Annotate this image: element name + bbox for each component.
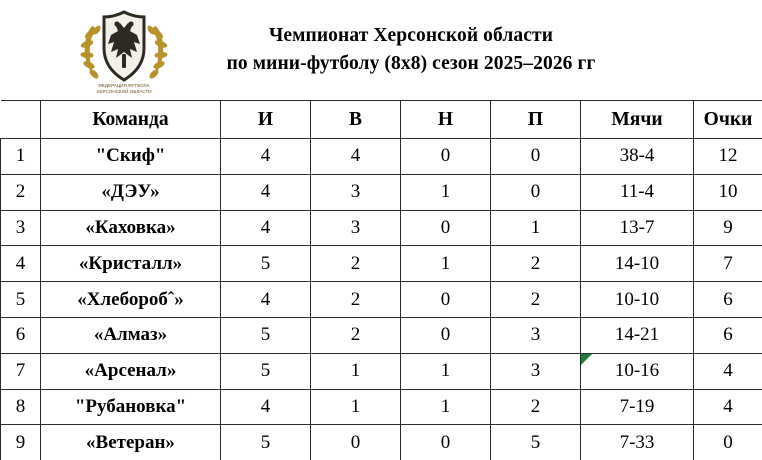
row-games: 4: [221, 139, 311, 175]
row-draws: 0: [401, 282, 491, 318]
row-team: «Кристалл»: [41, 246, 221, 282]
row-team: «Алмаз»: [41, 317, 221, 353]
row-rank: 4: [1, 246, 41, 282]
row-points: 12: [694, 139, 762, 175]
row-points: 4: [694, 353, 762, 389]
row-draws: 0: [401, 425, 491, 460]
table-row: [1, 353, 762, 389]
row-goals: 10-10: [581, 282, 694, 318]
row-games: 5: [221, 246, 311, 282]
row-points: 9: [694, 210, 762, 246]
row-rank: 1: [1, 139, 41, 175]
row-rank: 9: [1, 425, 41, 460]
row-team: «ДЭУ»: [41, 174, 221, 210]
row-team: "Скиф": [41, 139, 221, 175]
row-draws: 0: [401, 317, 491, 353]
column-header-rank: [1, 101, 41, 139]
row-rank: 3: [1, 210, 41, 246]
column-header-team: Команда: [41, 101, 221, 139]
row-goals: 7-19: [581, 389, 694, 425]
document-header: [0, 0, 762, 100]
table-row: [1, 210, 762, 246]
row-points: 6: [694, 282, 762, 318]
table-row: [1, 139, 762, 175]
column-header-games: И: [221, 101, 311, 139]
table-row: [1, 174, 762, 210]
row-wins: 3: [311, 174, 401, 210]
column-header-points: Очки: [694, 101, 762, 139]
row-team: «Арсенал»: [41, 353, 221, 389]
row-team: «Ветеран»: [41, 425, 221, 460]
row-points: 7: [694, 246, 762, 282]
green-corner-marker-icon: [581, 354, 592, 365]
table-row: [1, 317, 762, 353]
row-points: 4: [694, 389, 762, 425]
row-team: «Хлеборобˆ»: [41, 282, 221, 318]
row-points: 0: [694, 425, 762, 460]
column-header-draws: Н: [401, 101, 491, 139]
row-games: 4: [221, 174, 311, 210]
row-wins: 3: [311, 210, 401, 246]
row-wins: 2: [311, 246, 401, 282]
row-games: 4: [221, 282, 311, 318]
row-draws: 0: [401, 210, 491, 246]
emblem-caption-line1: ФЕДЕРАЦИЯ ФУТБОЛА: [98, 83, 150, 88]
row-losses: 3: [491, 317, 581, 353]
row-wins: 0: [311, 425, 401, 460]
row-wins: 2: [311, 317, 401, 353]
row-team: «Каховка»: [41, 210, 221, 246]
row-losses: 0: [491, 174, 581, 210]
row-goals: 14-10: [581, 246, 694, 282]
row-games: 5: [221, 317, 311, 353]
row-draws: 1: [401, 246, 491, 282]
row-wins: 1: [311, 389, 401, 425]
row-goals: 14-21: [581, 317, 694, 353]
row-losses: 5: [491, 425, 581, 460]
row-team: "Рубановка": [41, 389, 221, 425]
row-points: 10: [694, 174, 762, 210]
row-goals: [581, 353, 694, 389]
row-draws: 0: [401, 139, 491, 175]
row-draws: 1: [401, 389, 491, 425]
row-rank: 6: [1, 317, 41, 353]
row-goals: 11-4: [581, 174, 694, 210]
column-header-goals: Мячи: [581, 101, 694, 139]
page-title-line-1: Чемпионат Херсонской области: [268, 25, 554, 47]
row-goals: 13-7: [581, 210, 694, 246]
row-losses: 0: [491, 139, 581, 175]
table-row: [1, 425, 762, 460]
column-header-wins: В: [311, 101, 401, 139]
row-games: 5: [221, 353, 311, 389]
row-goals: 7-33: [581, 425, 694, 460]
federation-emblem: [78, 4, 170, 96]
table-header-row: [1, 101, 762, 139]
row-losses: 3: [491, 353, 581, 389]
row-rank: 5: [1, 282, 41, 318]
column-header-losses: П: [491, 101, 581, 139]
table-row: [1, 389, 762, 425]
row-points: 6: [694, 317, 762, 353]
page-title: [227, 22, 596, 77]
row-rank: 8: [1, 389, 41, 425]
table-row: [1, 282, 762, 318]
row-losses: 1: [491, 210, 581, 246]
row-wins: 2: [311, 282, 401, 318]
row-draws: 1: [401, 174, 491, 210]
row-wins: 1: [311, 353, 401, 389]
row-games: 4: [221, 389, 311, 425]
row-wins: 4: [311, 139, 401, 175]
row-goals: 38-4: [581, 139, 694, 175]
row-losses: 2: [491, 282, 581, 318]
emblem-caption-line2: ХЕРСОНСКОЙ ОБЛАСТИ: [96, 89, 152, 94]
row-goals-value: 10-16: [614, 360, 660, 382]
row-rank: 7: [1, 353, 41, 389]
row-rank: 2: [1, 174, 41, 210]
row-losses: 2: [491, 246, 581, 282]
row-draws: 1: [401, 353, 491, 389]
table-row: [1, 246, 762, 282]
page-title-line-2: по мини-футболу (8х8) сезон 2025–2026 гг: [226, 53, 596, 74]
row-games: 4: [221, 210, 311, 246]
row-games: 5: [221, 425, 311, 460]
row-losses: 2: [491, 389, 581, 425]
standings-table: [0, 100, 762, 460]
